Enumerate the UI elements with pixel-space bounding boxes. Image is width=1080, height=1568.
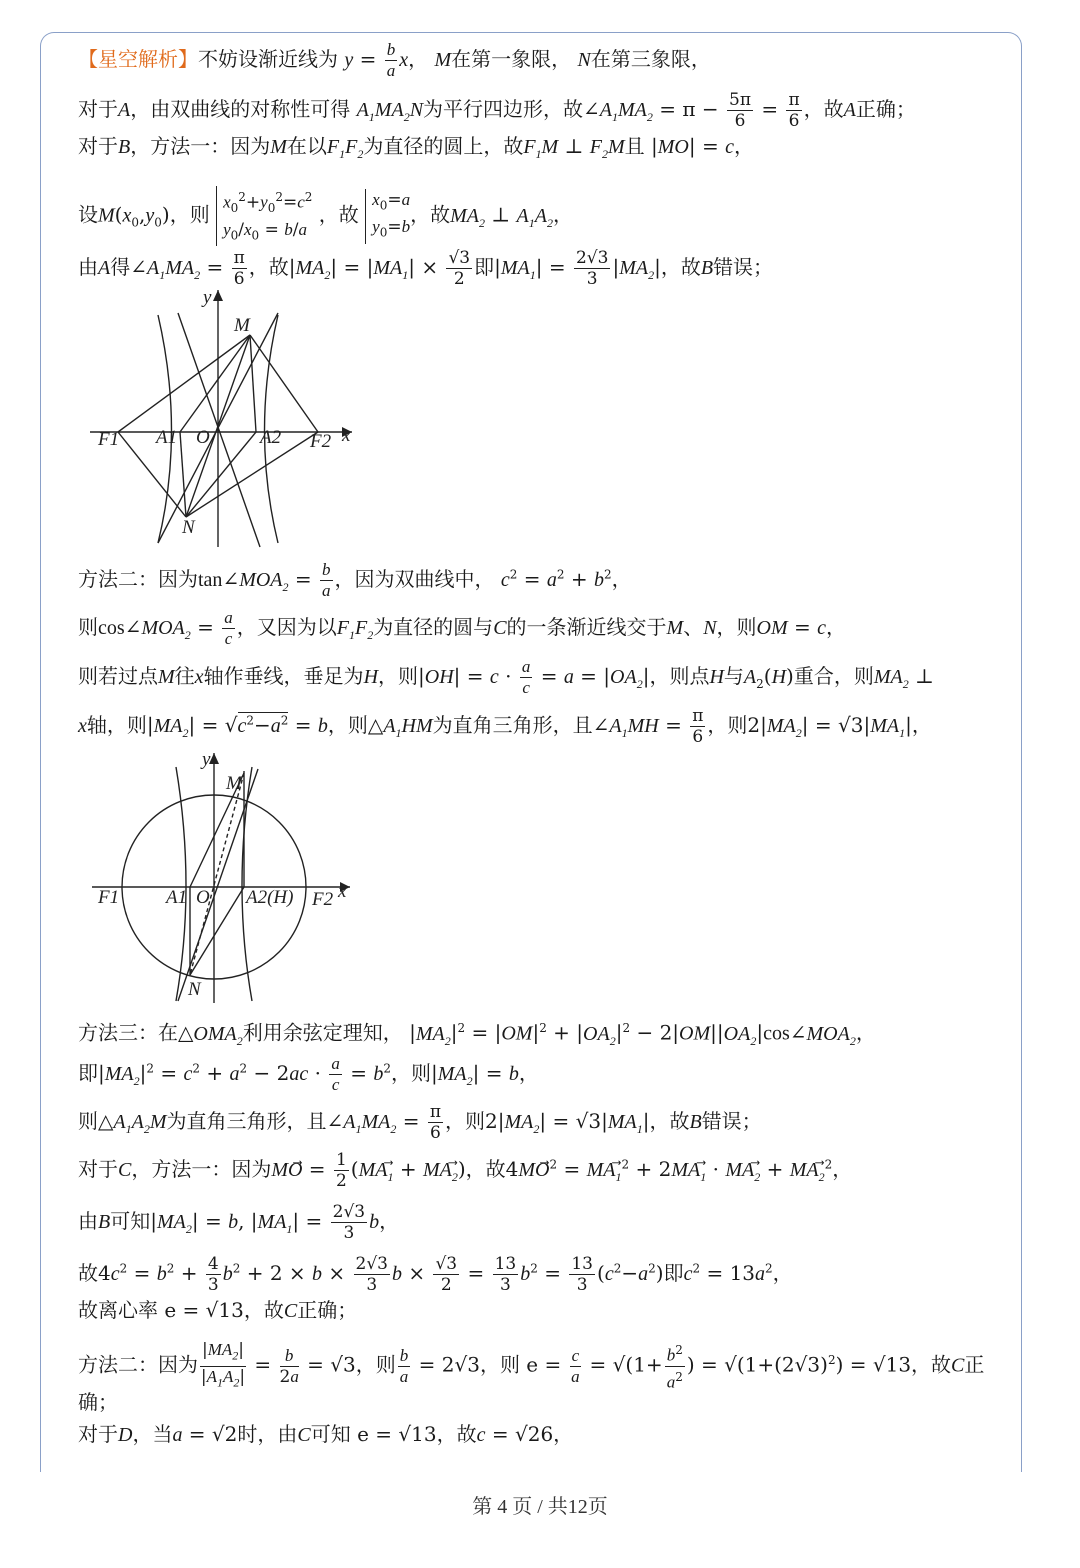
text-line-9: 方法三：在$\triangle OMA_2$利用余弦定理知， $|MA_2|^2 = |OM|^2 + |OA_2|^2$ − $2|OM||OA_2|\cos\angle MOA_2$， xyxy=(78,1020,876,1048)
label-N: N xyxy=(182,517,195,538)
label-O: O xyxy=(196,887,210,908)
text-line-3: 设$M(x_0,y_0)$，则 $x_0^2+y_0^2=c^2$ $y_0/x_0 = b/a$ ，故 $x_0=a$ $y_0=b$，故$MA_2$ ⊥ $A_1A_2$， xyxy=(78,186,573,246)
label-A1: A1 xyxy=(156,427,178,448)
figure-parallelogram xyxy=(90,285,370,550)
label-F2: F2 xyxy=(310,431,332,452)
label-x: x xyxy=(338,881,347,902)
solution-tag: 【星空解析】 xyxy=(78,47,198,71)
text-line-16: 方法二：因为 $\frac{|MA_2|}{|A_1A_2|}$ = $\frac{b}{2a}$ = √3，则 $\frac{b}{a}$ = 2√3，则 e = $\frac{c}{a}$ = √(1+ $\frac{b^2}{a^2}$ ) = $√(1+(2√3)^2) = √13$，故C正 xyxy=(78,1340,985,1392)
text-line-7: 则若过点M往x轴作垂线，垂足为H，则|OH| = c · $\frac{a}{c}$ = $a = |OA_2|$，则点H与$A_2(H)$重合，则$MA_2$ ⊥ xyxy=(78,657,934,697)
label-y: y xyxy=(202,749,211,770)
text-line-8: x轴，则$|MA_2| = √c^2-a^2 = b$，则$\triangle A_1HM$为直角三角形，且$\angle A_1MH$ = $\frac{\pi}{6}$ ，则$2|MA_2| = √3|MA_1|$， xyxy=(78,706,932,747)
text-line-5: 方法二：因为$\tan\angle MOA_2$ = $\frac{b}{a}$ ，因为双曲线中， $c^2 = a^2 + b^2$， xyxy=(78,560,632,600)
page-footer: 第 4 页 / 共12页 xyxy=(472,1496,608,1518)
label-O: O xyxy=(196,427,210,448)
figure-circle xyxy=(92,745,362,1005)
text-line-12: 对于C，方法一：因为MO⃗ = $\frac{1}{2}$ ($MA_1⃗$ + $MA_2⃗$)，故$4MO^2 = MA_1^2$ + $2MA_1⃗$ · $MA_2⃗ + MA_2^2$， xyxy=(78,1150,853,1191)
label-F2: F2 xyxy=(312,889,334,910)
label-F1: F1 xyxy=(98,887,120,908)
text-line-13: 由B可知$|MA_2| = b$, $|MA_1|$ = $\frac{2√3}{3}$ b， xyxy=(78,1202,400,1243)
text-line-17: 确； xyxy=(78,1390,118,1414)
text-line-0: 【星空解析】不妨设渐近线为 y = $\frac{b}{a}$ x， M在第一象限， N在第三象限， xyxy=(78,40,711,80)
label-x: x xyxy=(342,425,351,446)
label-y: y xyxy=(203,287,212,308)
label-M: M xyxy=(226,773,242,794)
text-line-2: 对于B，方法一：因为M在以$F_1F_2$为直径的圆上，故$F_1M$ ⊥ $F_2M$且 |MO| = c， xyxy=(78,134,754,161)
text-line-6: 则$\cos\angle MOA_2$ = $\frac{a}{c}$ ，又因为以$F_1F_2$为直径的圆与C的一条渐近线交于M、N，则OM = c， xyxy=(78,608,847,648)
text-line-4: 由A得$\angle A_1MA_2$ = $\frac{\pi}{6}$ ，故$|MA_2| = |MA_1|$ × $\frac{√3}{2}$ 即$|MA_1|$ = $\frac{2√3}{3}$ $|MA_2|$，故B错误； xyxy=(78,248,774,289)
text-line-15: 故离心率 e = √13，故C正确； xyxy=(78,1298,358,1322)
label-A2: A2 xyxy=(260,427,282,448)
label-A1: A1 xyxy=(166,887,188,908)
label-N: N xyxy=(188,979,201,1000)
text-line-1: 对于A，由双曲线的对称性可得 $A_1MA_2N$为平行四边形，故$\angle A_1MA_2 = \pi$ − $\frac{5\pi}{6}$ = $\frac{\pi}{6}$ ，故A正确； xyxy=(78,90,916,131)
text-line-18: 对于D，当a = √2时，由C可知 e = √13，故c = √26， xyxy=(78,1422,574,1446)
text-line-11: 则$\triangle A_1A_2M$为直角三角形，且$\angle A_1MA_2$ = $\frac{\pi}{6}$ ，则$2|MA_2| = √3|MA_1|$，故B错误； xyxy=(78,1102,762,1143)
label-F1: F1 xyxy=(98,429,120,450)
label-M: M xyxy=(234,315,250,336)
label-A2H: A2(H) xyxy=(246,887,294,908)
text-line-10: 即$|MA_2|^2 = c^2 + a^2 - 2ac$ · $\frac{a}{c}$ = $b^2$，则$|MA_2| = b$， xyxy=(78,1054,539,1094)
text-line-14: 故$4c^2 = b^2$ + $\frac{4}{3}$ $b^2 + 2 \times b$ × $\frac{2√3}{3}$ b × $\frac{√3}{2}$ = $\frac{13}{3}$ $b^2$ = $\frac{13}{3}$ $(c^2-a^2)$即$c^2 = 13a^2$， xyxy=(78,1254,793,1295)
